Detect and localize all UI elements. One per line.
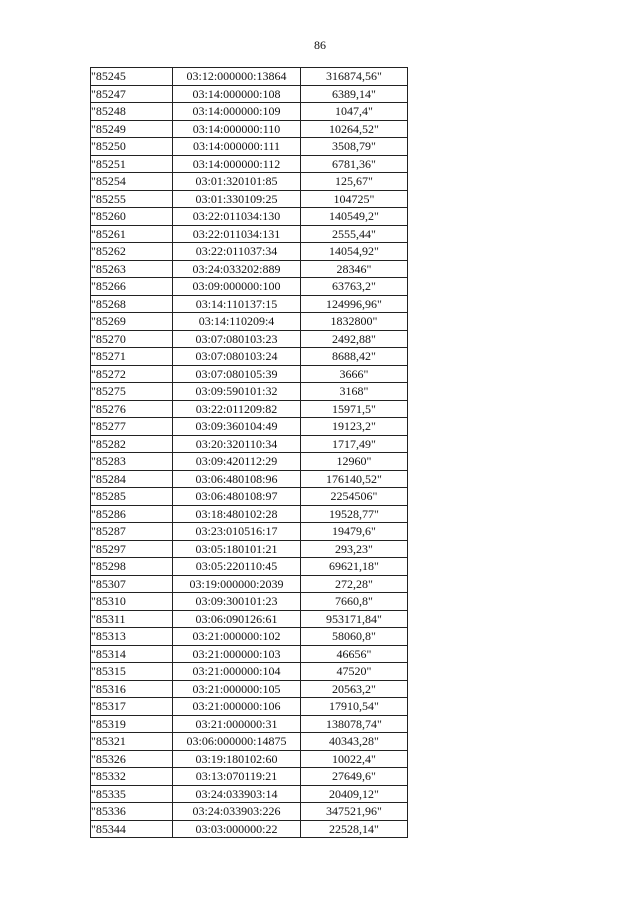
row-id-cell: "85335: [91, 785, 173, 803]
value-cell: 58060,8": [301, 628, 408, 646]
table-row: [91, 225, 408, 243]
table-row: [91, 155, 408, 173]
row-id-cell: "85311: [91, 610, 173, 628]
row-id-cell: "85270: [91, 330, 173, 348]
cadastral-number-cell: 03:06:480108:97: [173, 488, 301, 506]
cadastral-number-cell: 03:09:590101:32: [173, 383, 301, 401]
value-cell: 14054,92": [301, 243, 408, 261]
row-id-cell: "85269: [91, 313, 173, 331]
row-id-cell: "85321: [91, 733, 173, 751]
cadastral-number-cell: 03:21:000000:106: [173, 698, 301, 716]
row-id-cell: "85254: [91, 173, 173, 191]
value-cell: 20409,12": [301, 785, 408, 803]
row-id-cell: "85297: [91, 540, 173, 558]
value-cell: 19479,6": [301, 523, 408, 541]
table-row: [91, 680, 408, 698]
cadastral-number-cell: 03:24:033903:14: [173, 785, 301, 803]
value-cell: 6781,36": [301, 155, 408, 173]
row-id-cell: "85314: [91, 645, 173, 663]
table-body: [91, 68, 408, 838]
table-row: [91, 190, 408, 208]
cadastral-number-cell: 03:06:000000:14875: [173, 733, 301, 751]
value-cell: 3666": [301, 365, 408, 383]
table-row: [91, 278, 408, 296]
cadastral-number-cell: 03:22:011037:34: [173, 243, 301, 261]
table-row: [91, 540, 408, 558]
table-row: [91, 610, 408, 628]
row-id-cell: "85310: [91, 593, 173, 611]
cadastral-number-cell: 03:01:320101:85: [173, 173, 301, 191]
cadastral-number-cell: 03:06:480108:96: [173, 470, 301, 488]
cadastral-number-cell: 03:14:000000:108: [173, 85, 301, 103]
cadastral-number-cell: 03:07:080105:39: [173, 365, 301, 383]
cadastral-number-cell: 03:07:080103:24: [173, 348, 301, 366]
value-cell: 2254506": [301, 488, 408, 506]
cadastral-number-cell: 03:09:420112:29: [173, 453, 301, 471]
page-number: 86: [314, 38, 326, 52]
cadastral-number-cell: 03:05:180101:21: [173, 540, 301, 558]
cadastral-number-cell: 03:14:000000:109: [173, 103, 301, 121]
data-table: [90, 67, 408, 838]
value-cell: 28346": [301, 260, 408, 278]
table-row: [91, 295, 408, 313]
table-row: [91, 593, 408, 611]
value-cell: 19528,77": [301, 505, 408, 523]
value-cell: 46656": [301, 645, 408, 663]
cadastral-number-cell: 03:19:180102:60: [173, 750, 301, 768]
cadastral-number-cell: 03:22:011034:131: [173, 225, 301, 243]
table-row: [91, 208, 408, 226]
table-row: [91, 768, 408, 786]
row-id-cell: "85285: [91, 488, 173, 506]
value-cell: 8688,42": [301, 348, 408, 366]
row-id-cell: "85255: [91, 190, 173, 208]
row-id-cell: "85344: [91, 820, 173, 838]
cadastral-number-cell: 03:14:110137:15: [173, 295, 301, 313]
cadastral-number-cell: 03:06:090126:61: [173, 610, 301, 628]
table-row: [91, 313, 408, 331]
cadastral-number-cell: 03:09:360104:49: [173, 418, 301, 436]
cadastral-number-cell: 03:14:110209:4: [173, 313, 301, 331]
row-id-cell: "85286: [91, 505, 173, 523]
table-row: [91, 505, 408, 523]
cadastral-number-cell: 03:21:000000:105: [173, 680, 301, 698]
cadastral-number-cell: 03:14:000000:110: [173, 120, 301, 138]
value-cell: 27649,6": [301, 768, 408, 786]
table-row: [91, 400, 408, 418]
value-cell: 63763,2": [301, 278, 408, 296]
value-cell: 40343,28": [301, 733, 408, 751]
table-row: [91, 523, 408, 541]
row-id-cell: "85317: [91, 698, 173, 716]
row-id-cell: "85307: [91, 575, 173, 593]
value-cell: 953171,84": [301, 610, 408, 628]
value-cell: 1717,49": [301, 435, 408, 453]
cadastral-number-cell: 03:09:000000:100: [173, 278, 301, 296]
row-id-cell: "85271: [91, 348, 173, 366]
value-cell: 15971,5": [301, 400, 408, 418]
row-id-cell: "85326: [91, 750, 173, 768]
value-cell: 2555,44": [301, 225, 408, 243]
table-row: [91, 750, 408, 768]
table-row: [91, 575, 408, 593]
table-row: [91, 418, 408, 436]
value-cell: 2492,88": [301, 330, 408, 348]
table-row: [91, 348, 408, 366]
table-row: [91, 243, 408, 261]
value-cell: 140549,2": [301, 208, 408, 226]
value-cell: 1832800": [301, 313, 408, 331]
row-id-cell: "85251: [91, 155, 173, 173]
table-row: [91, 138, 408, 156]
value-cell: 22528,14": [301, 820, 408, 838]
cadastral-number-cell: 03:03:000000:22: [173, 820, 301, 838]
row-id-cell: "85319: [91, 715, 173, 733]
table-row: [91, 820, 408, 838]
row-id-cell: "85275: [91, 383, 173, 401]
table-row: [91, 785, 408, 803]
table-row: [91, 435, 408, 453]
cadastral-number-cell: 03:22:011034:130: [173, 208, 301, 226]
row-id-cell: "85283: [91, 453, 173, 471]
cadastral-number-cell: 03:18:480102:28: [173, 505, 301, 523]
value-cell: 347521,96": [301, 803, 408, 821]
cadastral-number-cell: 03:01:330109:25: [173, 190, 301, 208]
row-id-cell: "85263: [91, 260, 173, 278]
row-id-cell: "85250: [91, 138, 173, 156]
table-row: [91, 628, 408, 646]
row-id-cell: "85298: [91, 558, 173, 576]
value-cell: 104725": [301, 190, 408, 208]
cadastral-number-cell: 03:14:000000:111: [173, 138, 301, 156]
table-row: [91, 558, 408, 576]
cadastral-number-cell: 03:24:033202:889: [173, 260, 301, 278]
table-row: [91, 68, 408, 86]
row-id-cell: "85315: [91, 663, 173, 681]
row-id-cell: "85249: [91, 120, 173, 138]
value-cell: 176140,52": [301, 470, 408, 488]
row-id-cell: "85277: [91, 418, 173, 436]
cadastral-number-cell: 03:21:000000:102: [173, 628, 301, 646]
cadastral-number-cell: 03:21:000000:31: [173, 715, 301, 733]
row-id-cell: "85287: [91, 523, 173, 541]
table-row: [91, 698, 408, 716]
row-id-cell: "85245: [91, 68, 173, 86]
value-cell: 10022,4": [301, 750, 408, 768]
table-row: [91, 645, 408, 663]
value-cell: 17910,54": [301, 698, 408, 716]
row-id-cell: "85332: [91, 768, 173, 786]
cadastral-number-cell: 03:09:300101:23: [173, 593, 301, 611]
table-row: [91, 715, 408, 733]
row-id-cell: "85276: [91, 400, 173, 418]
row-id-cell: "85336: [91, 803, 173, 821]
table-row: [91, 383, 408, 401]
value-cell: 20563,2": [301, 680, 408, 698]
row-id-cell: "85316: [91, 680, 173, 698]
table-row: [91, 733, 408, 751]
value-cell: 138078,74": [301, 715, 408, 733]
row-id-cell: "85272: [91, 365, 173, 383]
value-cell: 7660,8": [301, 593, 408, 611]
value-cell: 19123,2": [301, 418, 408, 436]
row-id-cell: "85248: [91, 103, 173, 121]
value-cell: 1047,4": [301, 103, 408, 121]
table-row: [91, 365, 408, 383]
table-row: [91, 85, 408, 103]
cadastral-number-cell: 03:21:000000:104: [173, 663, 301, 681]
cadastral-number-cell: 03:20:320110:34: [173, 435, 301, 453]
cadastral-number-cell: 03:24:033903:226: [173, 803, 301, 821]
row-id-cell: "85284: [91, 470, 173, 488]
row-id-cell: "85262: [91, 243, 173, 261]
value-cell: 125,67": [301, 173, 408, 191]
value-cell: 272,28": [301, 575, 408, 593]
table-row: [91, 330, 408, 348]
cadastral-number-cell: 03:22:011209:82: [173, 400, 301, 418]
cadastral-number-cell: 03:14:000000:112: [173, 155, 301, 173]
row-id-cell: "85247: [91, 85, 173, 103]
value-cell: 69621,18": [301, 558, 408, 576]
row-id-cell: "85313: [91, 628, 173, 646]
value-cell: 316874,56": [301, 68, 408, 86]
table-row: [91, 453, 408, 471]
value-cell: 3168": [301, 383, 408, 401]
row-id-cell: "85260: [91, 208, 173, 226]
table-row: [91, 260, 408, 278]
table-row: [91, 488, 408, 506]
row-id-cell: "85282: [91, 435, 173, 453]
value-cell: 293,23": [301, 540, 408, 558]
cadastral-number-cell: 03:23:010516:17: [173, 523, 301, 541]
value-cell: 6389,14": [301, 85, 408, 103]
cadastral-number-cell: 03:07:080103:23: [173, 330, 301, 348]
cadastral-number-cell: 03:12:000000:13864: [173, 68, 301, 86]
table-row: [91, 663, 408, 681]
table-row: [91, 103, 408, 121]
cadastral-number-cell: 03:19:000000:2039: [173, 575, 301, 593]
table-row: [91, 120, 408, 138]
value-cell: 12960": [301, 453, 408, 471]
value-cell: 10264,52": [301, 120, 408, 138]
value-cell: 47520": [301, 663, 408, 681]
table-row: [91, 803, 408, 821]
value-cell: 3508,79": [301, 138, 408, 156]
table-row: [91, 470, 408, 488]
cadastral-number-cell: 03:21:000000:103: [173, 645, 301, 663]
row-id-cell: "85266: [91, 278, 173, 296]
cadastral-number-cell: 03:05:220110:45: [173, 558, 301, 576]
table-row: [91, 173, 408, 191]
row-id-cell: "85268: [91, 295, 173, 313]
cadastral-number-cell: 03:13:070119:21: [173, 768, 301, 786]
value-cell: 124996,96": [301, 295, 408, 313]
row-id-cell: "85261: [91, 225, 173, 243]
